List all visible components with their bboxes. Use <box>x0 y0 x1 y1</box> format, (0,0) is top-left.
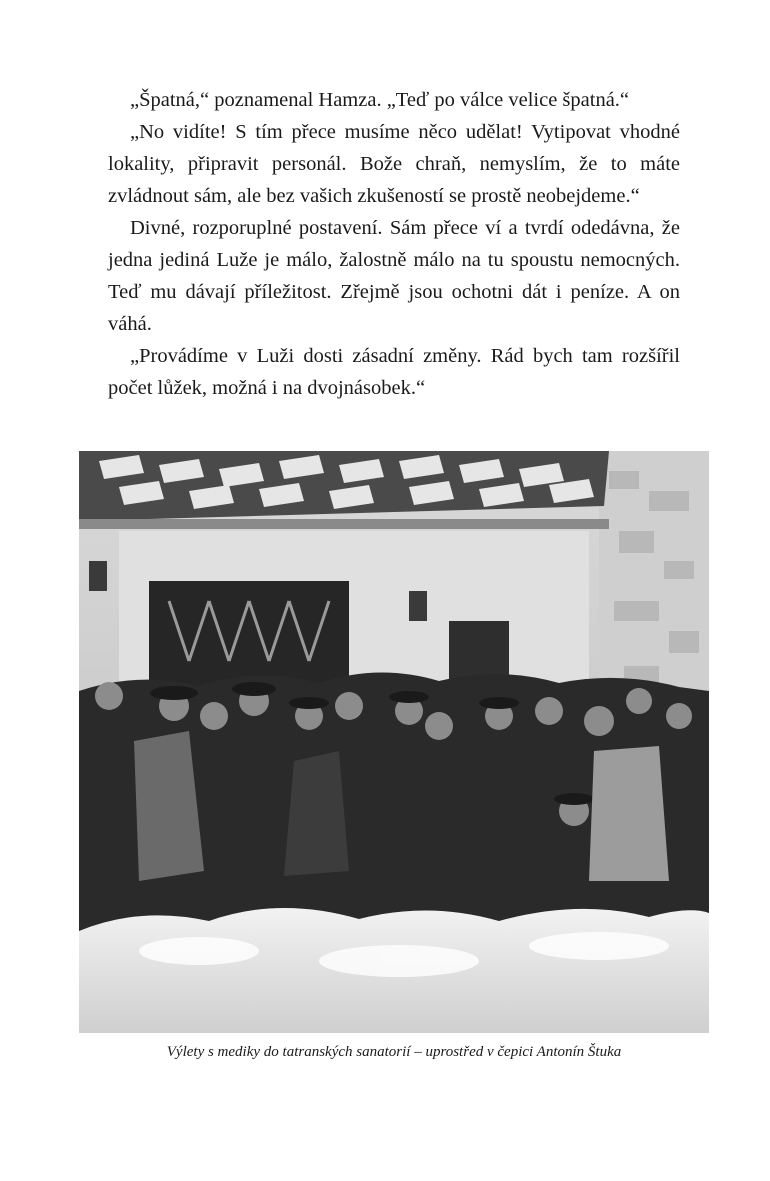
paragraph-4: „Provádíme v Luži dosti zásadní změny. Rád bych tam rozšířil počet lůžek, možná i na dvojnásobek.“ <box>108 345 680 399</box>
paragraph-1: „Špatná,“ poznamenal Hamza. „Teď po válce velice špatná.“ <box>130 89 630 111</box>
group-photo-icon <box>79 451 709 1033</box>
body-text <box>108 84 680 404</box>
photo-caption: Výlety s mediky do tatranských sanatorií – uprostřed v čepici Antonín Štuka <box>166 1044 622 1060</box>
paragraph-3: Divné, rozporuplné postavení. Sám přece ví a tvrdí odedávna, že jedna jediná Luže je málo, žalostně málo na tu spoustu nemocných. Teď mu dávají příležitost. Zřejmě jsou ochotni dát i peníze. A on váhá. <box>108 217 680 335</box>
paragraph-2: „No vidíte! S tím přece musíme něco udělat! Vytipovat vhodné lokality, připravit personál. Bože chraň, nemyslím, že to máte zvládnout sám, ale bez vašich zkušeností se prostě neobejdeme.“ <box>108 121 680 207</box>
group-photo <box>79 451 709 1033</box>
